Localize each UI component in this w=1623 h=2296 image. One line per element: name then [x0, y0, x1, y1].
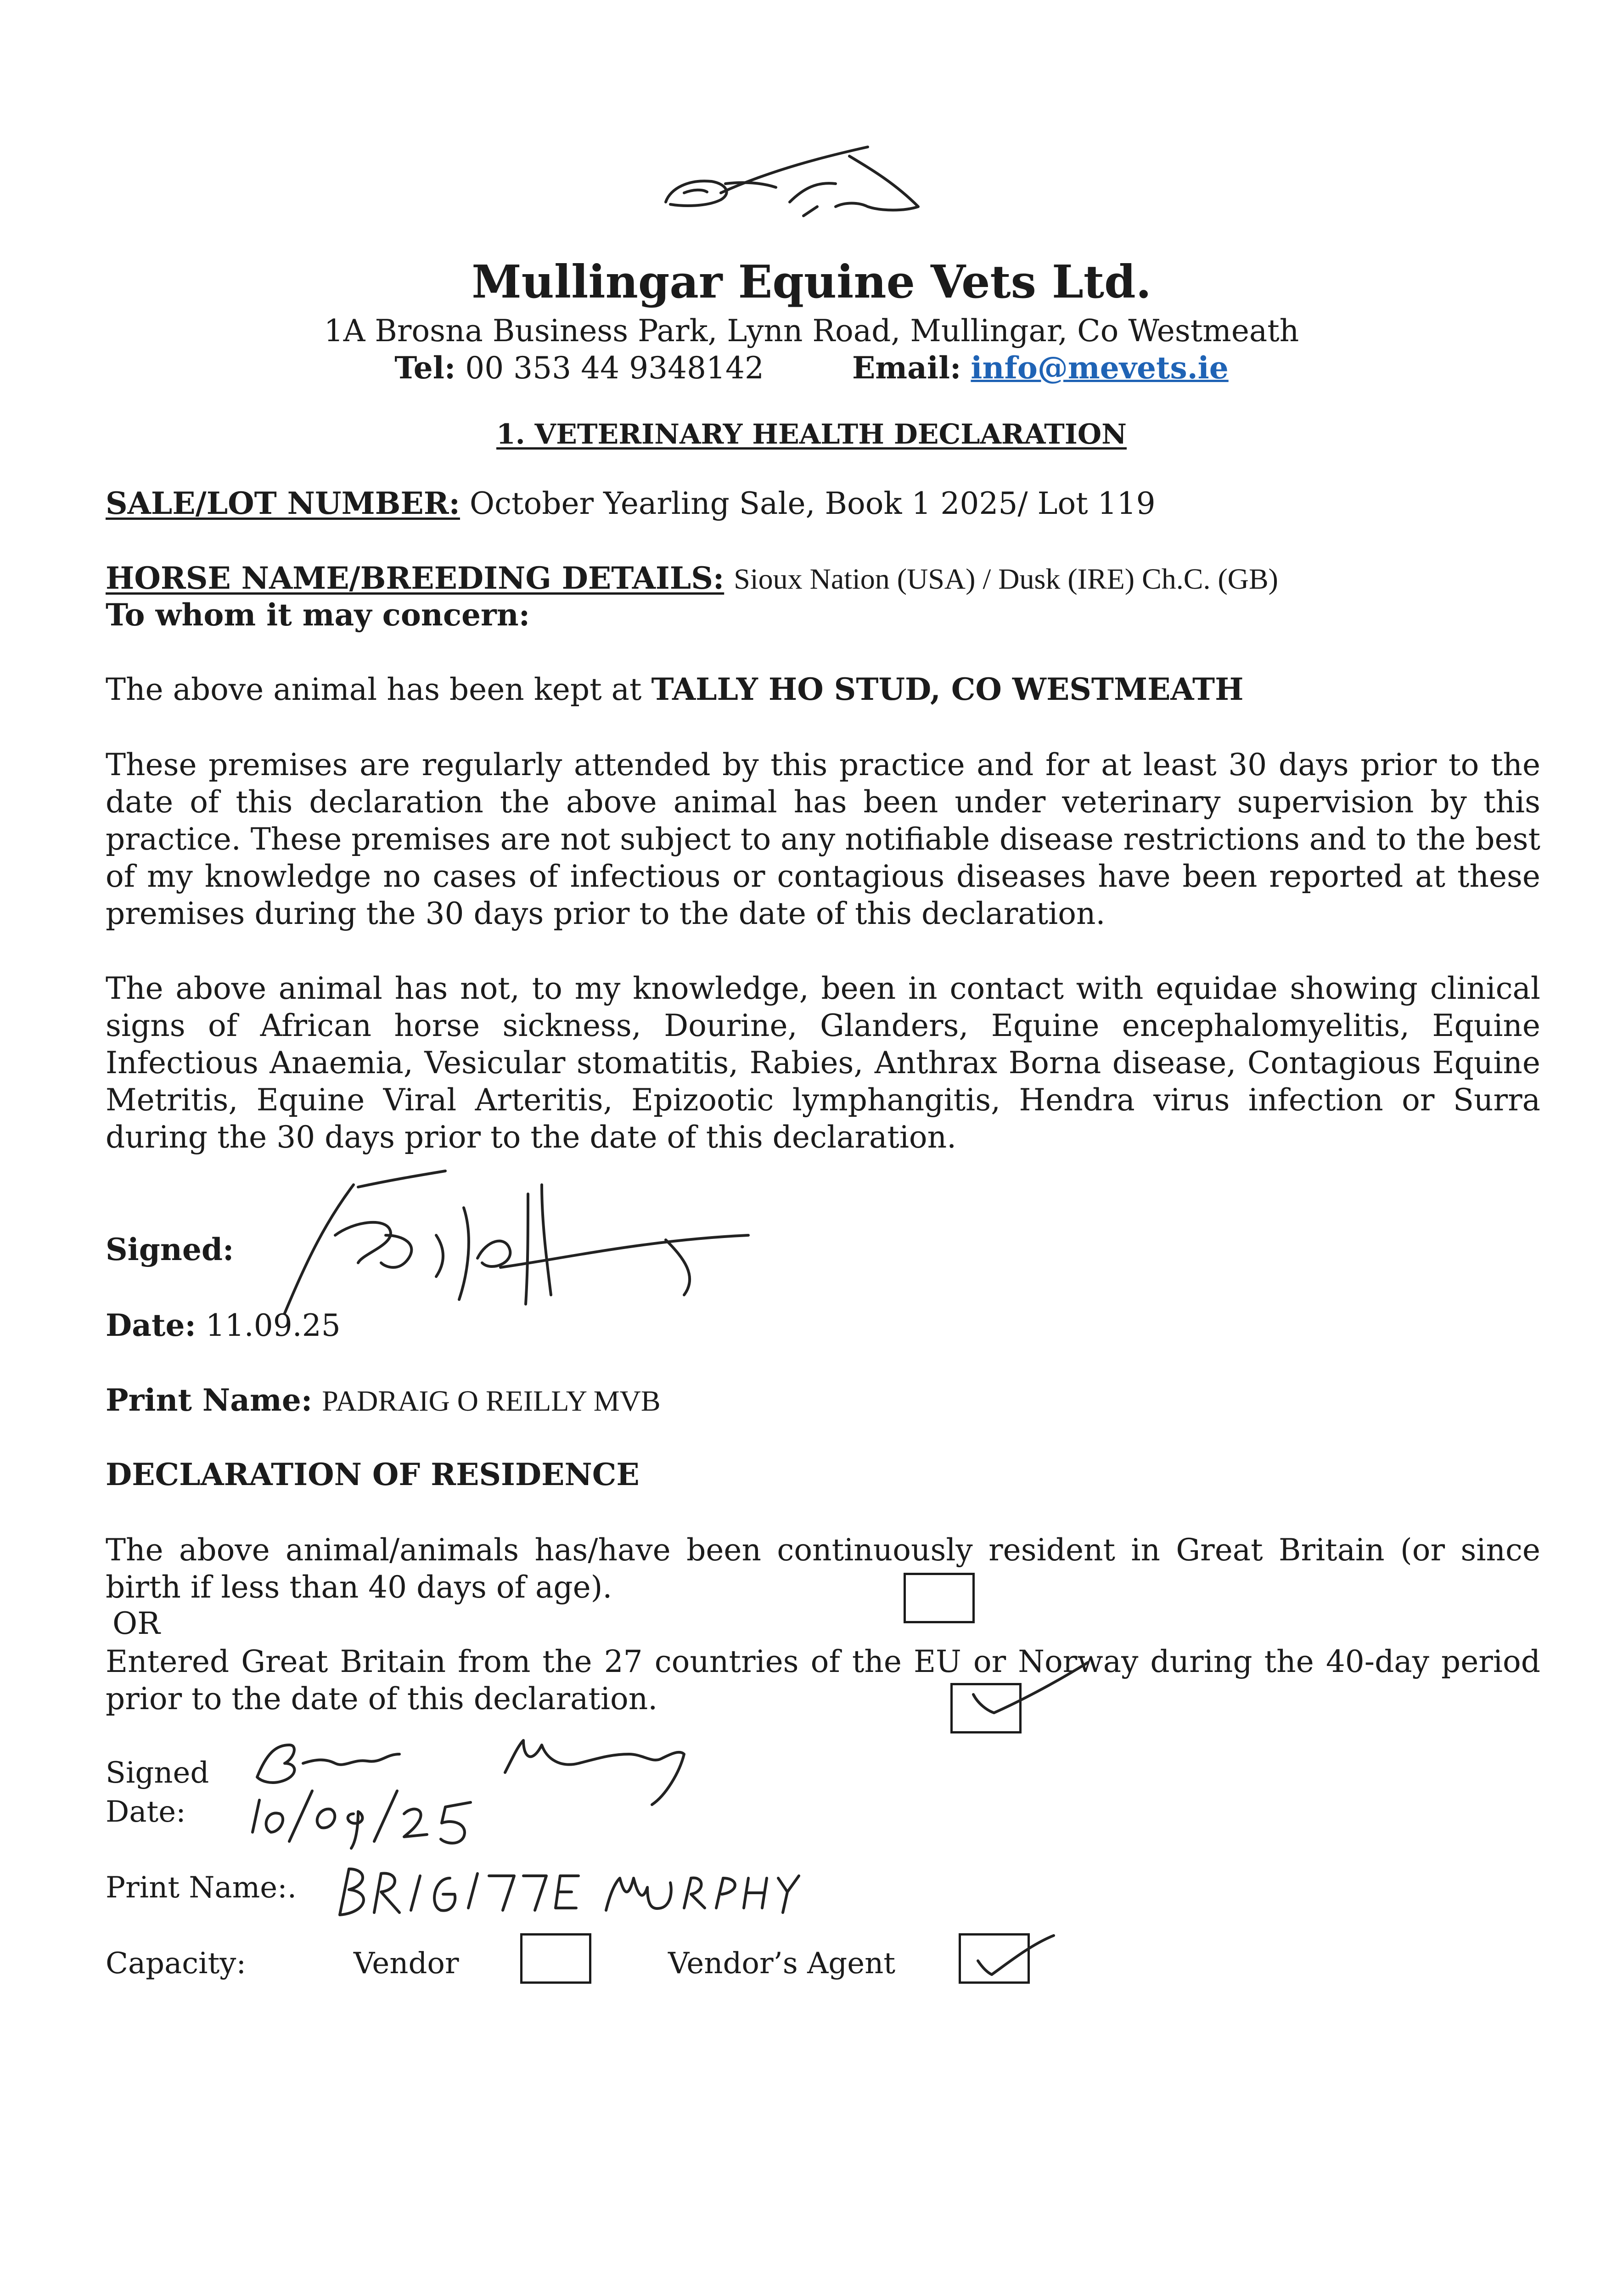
contact-line: [0, 349, 1623, 387]
vet-signature: [271, 1166, 776, 1332]
tel-value: 00 353 44 9348142: [465, 350, 764, 386]
vendor-label: Vendor: [354, 1947, 459, 1981]
tel-label: Tel:: [394, 350, 456, 386]
email-label: Email:: [852, 350, 961, 386]
contact-paragraph: The above animal has not, to my knowledge, been in contact with equidae showing clinical signs of African horse sickness, Dourine, Glanders, Equine encephalomyelitis, Equine Infectious Anaemia, Vesicular stomatitis, Rabies, Anthrax Borna disease, Contagious Equine Metritis, Equine Viral Arteritis, Epizootic lymphangitis, Hendra virus infection or Surra during the 30 days prior to the date of this declaration.: [106, 971, 1540, 1155]
vet-print-name-row: [106, 1381, 661, 1420]
residence-print-name-label: Print Name:.: [106, 1871, 297, 1905]
practice-logo: [652, 138, 973, 243]
capacity-label: Capacity:: [106, 1947, 246, 1981]
vet-signed-label: Signed:: [106, 1232, 234, 1267]
vet-date-row: [106, 1306, 341, 1345]
horse-row: [106, 559, 1540, 598]
sale-lot-value: October Yearling Sale, Book 1 2025/ Lot 119: [469, 486, 1156, 521]
vendor-agent-check-mark: [966, 1926, 1058, 1986]
or-label: OR: [112, 1606, 160, 1641]
section-title: 1. VETERINARY HEALTH DECLARATION: [496, 418, 1127, 450]
residence-date-label: Date:: [106, 1795, 186, 1829]
sale-lot-label: SALE/LOT NUMBER:: [106, 485, 460, 521]
practice-name: Mullingar Equine Vets Ltd.: [472, 256, 1151, 309]
kept-at-premises: TALLY HO STUD, CO WESTMEATH: [651, 671, 1244, 707]
horse-value: Sioux Nation (USA) / Dusk (IRE) Ch.C. (GB): [734, 563, 1278, 595]
sale-lot-row: [106, 484, 1540, 523]
residence-option-1-checkbox[interactable]: [904, 1573, 975, 1623]
option-2-check-mark: [960, 1658, 1097, 1731]
vet-print-name-value: PADRAIG O REILLY MVB: [322, 1384, 661, 1417]
residence-option-1: The above animal/animals has/have been continuously resident in Great Britain (or since birth if less than 40 days of age).: [106, 1532, 1540, 1605]
kept-at-prefix: The above animal has been kept at: [106, 672, 642, 707]
practice-address: 1A Brosna Business Park, Lynn Road, Mullingar, Co Westmeath: [324, 313, 1299, 349]
email-link[interactable]: info@mevets.ie: [971, 350, 1229, 386]
vendor-agent-label: Vendor’s Agent: [668, 1947, 896, 1981]
kept-at-line: [106, 670, 1243, 709]
vet-date-label: Date:: [106, 1307, 196, 1343]
vendor-checkbox[interactable]: [520, 1933, 591, 1984]
residence-heading: DECLARATION OF RESIDENCE: [106, 1457, 640, 1492]
horse-label: HORSE NAME/BREEDING DETAILS:: [106, 560, 724, 596]
residence-date-handwritten: [243, 1782, 500, 1851]
supervision-paragraph: These premises are regularly attended by this practice and for at least 30 days prior to the date of this declaration the above animal has been under veterinary supervision by this practice. These premises are not subject to any notifiable disease restrictions and to the best of my knowledge no cases of infectious or contagious diseases have been reported at these premises during the 30 days prior to the date of this declaration.: [106, 747, 1540, 931]
vet-date-value: 11.09.25: [205, 1308, 341, 1343]
residence-signed-label: Signed: [106, 1756, 209, 1790]
residence-print-name-handwritten: [331, 1860, 817, 1924]
residence-option-2: Entered Great Britain from the 27 countries of the EU or Norway during the 40-day period prior to the date of this declaration.: [106, 1644, 1540, 1716]
vet-print-name-label: Print Name:: [106, 1382, 313, 1418]
salutation: To whom it may concern:: [106, 597, 530, 633]
